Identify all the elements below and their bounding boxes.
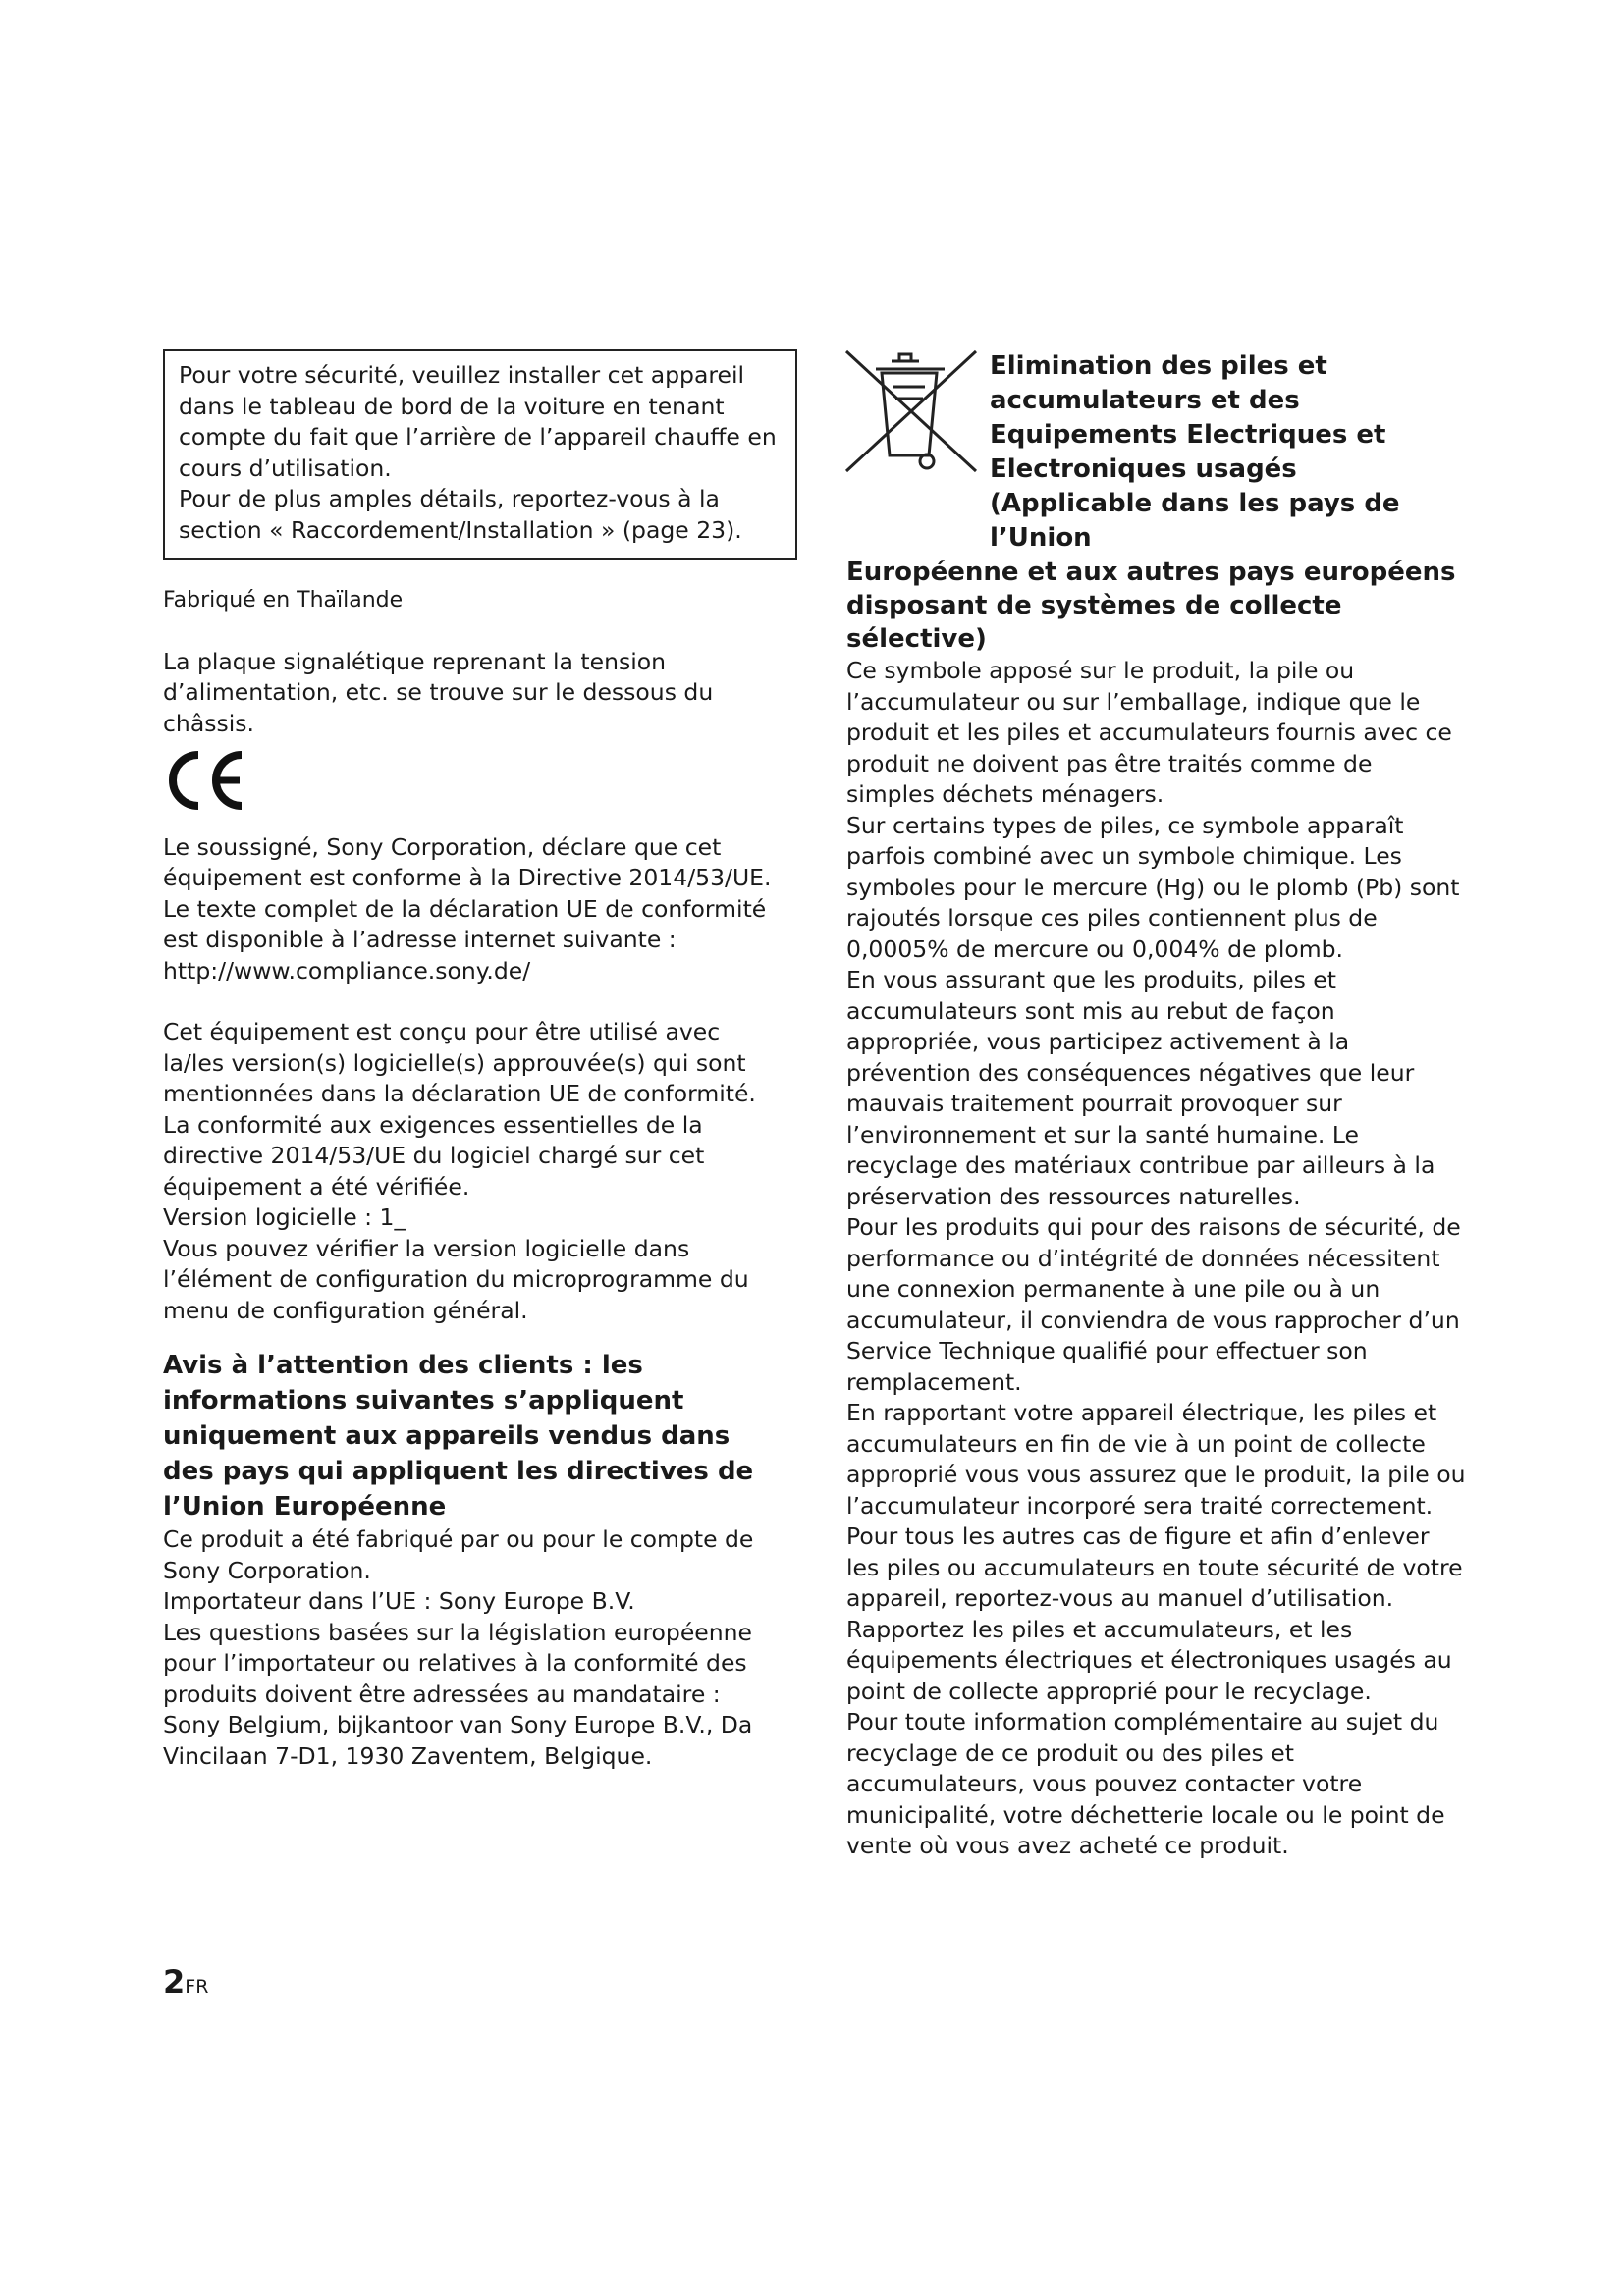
safety-notice-text: Pour votre sécurité, veuillez installer cet appareil dans le tableau de bord de la voiture en tenant compte du fait que l’arrière de l’appareil chauffe en cours d’utilisation. bbox=[179, 361, 777, 482]
left-column bbox=[163, 349, 782, 1772]
software-version: Version logicielle : 1_ bbox=[163, 1203, 406, 1231]
software-text: Cet équipement est conçu pour être utilisé avec la/les version(s) logicielle(s) approuvée(s) qui sont mentionnées dans la déclaration UE de conformité. La conformité aux exigences essentielles de la directive 2014/53/UE du logiciel chargé sur cet équipement a été vérifiée. bbox=[163, 1018, 756, 1201]
weee-heading-continued: Européenne et aux autres pays européens disposant de systèmes de collecte sélective) bbox=[846, 558, 1456, 654]
weee-paragraph: Pour les produits qui pour des raisons de sécurité, de performance ou d’intégrité de données nécessitent une connexion permanente à une pile ou à un accumulateur, il conviendra de vous rapprocher d’un Service Technique qualifié pour effectuer son remplacement. bbox=[846, 1213, 1461, 1396]
crossed-out-wheelie-bin-icon bbox=[842, 349, 980, 487]
safety-notice-reference: Pour de plus amples détails, reportez-vous à la section « Raccordement/Installation » (page 23). bbox=[179, 485, 742, 544]
weee-paragraph: Pour tous les autres cas de figure et afin d’enlever les piles ou accumulateurs en toute sécurité de votre appareil, reportez-vous au manuel d’utilisation. bbox=[846, 1522, 1463, 1612]
page-number-value: 2 bbox=[163, 1963, 186, 2001]
weee-paragraph: En rapportant votre appareil électrique, les piles et accumulateurs en fin de vie à un point de collecte approprié vous vous assurez que le produit, la pile ou l’accumulateur incorporé sera traité correctement. bbox=[846, 1399, 1466, 1520]
weee-paragraph: Pour toute information complémentaire au sujet du recyclage de ce produit ou des piles et accumulateurs, vous pouvez contacter votre municipalité, votre déchetterie locale ou le point de vente où vous avez acheté ce produit. bbox=[846, 1708, 1445, 1859]
right-column bbox=[846, 349, 1467, 1862]
weee-heading: Elimination des piles et accumulateurs et des Equipements Electriques et Electroniques usagés (Applicable dans les pays de l’Union bbox=[990, 351, 1400, 553]
software-check-text: Vous pouvez vérifier la version logicielle dans l’élément de configuration du microprogramme du menu de configuration général. bbox=[163, 1234, 749, 1324]
weee-paragraph: Rapportez les piles et accumulateurs, et les équipements électriques et électroniques usagés au point de collecte approprié pour le recyclage. bbox=[846, 1615, 1452, 1705]
made-in-text: Fabriqué en Thaïlande bbox=[163, 588, 404, 613]
safety-notice-box bbox=[163, 349, 797, 560]
rating-plate-text: La plaque signalétique reprenant la tension d’alimentation, etc. se trouve sur le dessous du châssis. bbox=[163, 647, 714, 737]
declaration-url-text: Le texte complet de la déclaration UE de conformité est disponible à l’adresse internet suivante : http://www.compliance.sony.de/ bbox=[163, 894, 767, 985]
importer-text: Importateur dans l’UE : Sony Europe B.V. bbox=[163, 1587, 635, 1615]
weee-paragraph: Sur certains types de piles, ce symbole apparaît parfois combiné avec un symbole chimique. Les symboles pour le mercure (Hg) ou le plomb (Pb) sont rajoutés lorsque ces piles contiennent plus de 0,0005% de mercure ou 0,004% de plomb. bbox=[846, 811, 1460, 963]
page-number bbox=[163, 1963, 208, 2001]
representative-text: Les questions basées sur la législation européenne pour l’importateur ou relatives à la conformité des produits doivent être adressées au mandataire : Sony Belgium, bijkantoor van Sony Europe B.V., Da Vincilaan 7-D1, 1930 Zaventem, Belgique. bbox=[163, 1618, 753, 1770]
ce-mark-icon bbox=[163, 747, 251, 814]
weee-paragraph: Ce symbole apposé sur le produit, la pile ou l’accumulateur ou sur l’emballage, indique que le produit et les piles et accumulateurs fournis avec ce produit ne doivent pas être traités comme de simples déchets ménagers. bbox=[846, 657, 1452, 808]
declaration-text: Le soussigné, Sony Corporation, déclare que cet équipement est conforme à la Directive 2014/53/UE. bbox=[163, 832, 772, 891]
weee-header bbox=[846, 349, 1467, 556]
manufacturer-text: Ce produit a été fabriqué par ou pour le compte de Sony Corporation. bbox=[163, 1525, 754, 1584]
page-language-code: FR bbox=[185, 1976, 209, 1998]
eu-notice-heading: Avis à l’attention des clients : les informations suivantes s’appliquent uniquement aux appareils vendus dans des pays qui appliquent les directives de l’Union Européenne bbox=[163, 1351, 754, 1522]
weee-paragraph: En vous assurant que les produits, piles et accumulateurs sont mis au rebut de façon appropriée, vous participez activement à la prévention des conséquences négatives que leur mauvais traitement pourrait provoquer sur l’environnement et sur la santé humaine. Le recyclage des matériaux contribue par ailleurs à la préservation des ressources naturelles. bbox=[846, 966, 1435, 1210]
